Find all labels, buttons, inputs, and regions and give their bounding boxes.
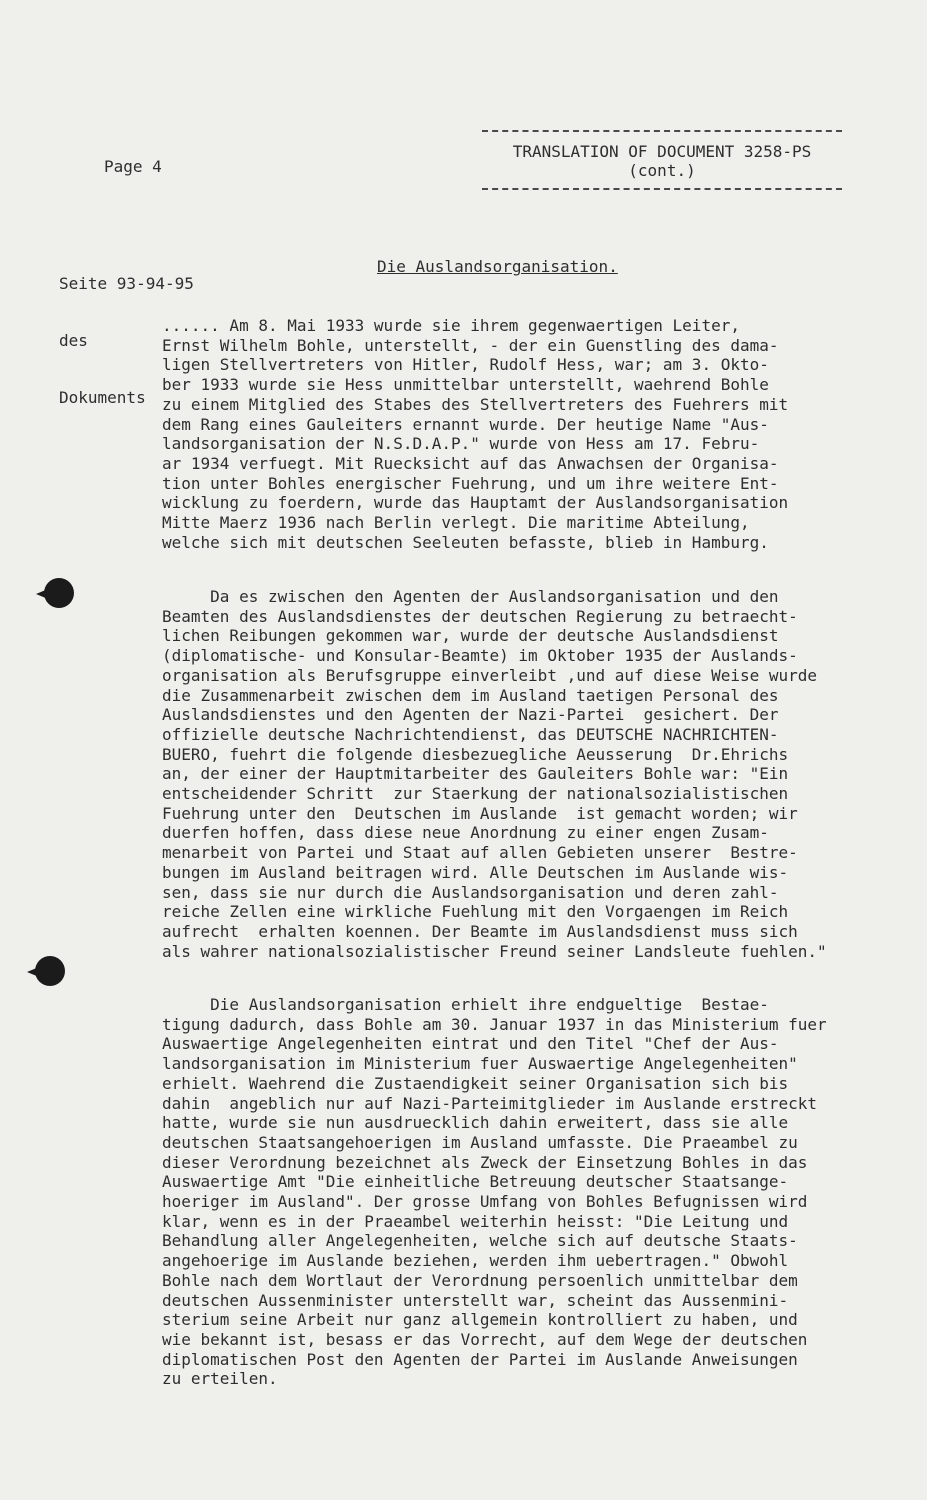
paragraph-line: als wahrer nationalsozialistischer Freund seiner Landsleute fuehlen." xyxy=(162,941,827,961)
paragraph-line: reiche Zellen eine wirkliche Fuehlung mit den Vorgaengen im Reich xyxy=(162,902,789,922)
paragraph-line: ar 1934 verfuegt. Mit Ruecksicht auf das Anwachsen der Organisa- xyxy=(162,453,779,473)
header-rule-bottom xyxy=(482,188,842,190)
paragraph-line: sterium seine Arbeit nur ganz allgemein kontrolliert zu haben, und xyxy=(162,1310,798,1330)
paragraph-line: zu erteilen. xyxy=(162,1369,278,1389)
paragraph-line: landsorganisation im Ministerium fuer Auswaertige Angelegenheiten" xyxy=(162,1054,798,1074)
paragraph-line: Da es zwischen den Agenten der Auslandsorganisation und den xyxy=(162,587,779,606)
paragraph-line: aufrecht erhalten koennen. Der Beamte im Auslandsdienst muss sich xyxy=(162,921,798,941)
paragraph-line: wicklung zu foerdern, wurde das Hauptamt der Auslandsorganisation xyxy=(162,493,789,513)
paragraph-line: dieser Verordnung bezeichnet als Zweck der Einsetzung Bohles in das xyxy=(162,1152,808,1172)
paragraph-line: Bohle nach dem Wortlaut der Verordnung persoenlich unmittelbar dem xyxy=(162,1270,798,1290)
paragraph-line: welche sich mit deutschen Seeleuten befasste, blieb in Hamburg. xyxy=(162,532,769,552)
paragraph-line: BUERO, fuehrt die folgende diesbezuegliche Aeusserung Dr.Ehrichs xyxy=(162,744,789,764)
paragraph-line: diplomatischen Post den Agenten der Partei im Auslande Anweisungen xyxy=(162,1349,798,1369)
document-title: TRANSLATION OF DOCUMENT 3258-PS xyxy=(512,142,812,161)
document-subtitle: (cont.) xyxy=(628,161,696,180)
paragraph-line: ligen Stellvertreters von Hitler, Rudolf Hess, war; am 3. Okto- xyxy=(162,355,769,375)
paragraph-line: Auslandsdienstes und den Agenten der Nazi-Partei gesichert. Der xyxy=(162,705,779,725)
paragraph-line: tion unter Bohles energischer Fuehrung, und um ihre weitere Ent- xyxy=(162,473,779,493)
paragraph-line: deutschen Aussenminister unterstellt war, scheint das Aussenmini- xyxy=(162,1290,789,1310)
paragraph-line: tigung dadurch, dass Bohle am 30. Januar 1937 in das Ministerium fuer xyxy=(162,1014,827,1034)
paragraph-line: Auswaertige Amt "Die einheitliche Betreuung deutscher Staatsange- xyxy=(162,1172,789,1192)
paragraph-line: an, der einer der Hauptmitarbeiter des Gauleiters Bohle war: "Ein xyxy=(162,764,789,784)
paragraph-line: bungen im Ausland beitragen wird. Alle Deutschen im Auslande wis- xyxy=(162,862,789,882)
paragraph-line: Beamten des Auslandsdienstes der deutschen Regierung zu betraecht- xyxy=(162,606,798,626)
paragraph-line: dahin angeblich nur auf Nazi-Parteimitglieder im Auslande erstreckt xyxy=(162,1093,818,1113)
paragraph-line: Auswaertige Angelegenheiten eintrat und den Titel "Chef der Aus- xyxy=(162,1034,779,1054)
section-title: Die Auslandsorganisation. xyxy=(377,257,618,276)
paragraph-line: hatte, wurde sie nun ausdruecklich dahin erweitert, dass sie alle xyxy=(162,1113,789,1133)
source-reference-line: Dokuments xyxy=(59,388,146,407)
paragraph-line: deutschen Staatsangehoerigen im Ausland umfasste. Die Praeambel zu xyxy=(162,1132,798,1152)
paragraph-line: offizielle deutsche Nachrichtendienst, das DEUTSCHE NACHRICHTEN- xyxy=(162,724,779,744)
header-rule-top xyxy=(482,130,842,132)
punch-hole-top xyxy=(44,578,74,608)
paragraph-line: hoeriger im Ausland". Der grosse Umfang von Bohles Befugnissen wird xyxy=(162,1192,808,1211)
source-reference-line: des xyxy=(59,331,88,350)
page-number: Page 4 xyxy=(104,157,162,176)
source-reference-line: Seite 93-94-95 xyxy=(59,274,194,293)
paragraph-line: Ernst Wilhelm Bohle, unterstellt, - der ein Guenstling des dama- xyxy=(162,335,779,355)
paragraph-line: sen, dass sie nur durch die Auslandsorganisation und deren zahl- xyxy=(162,882,779,902)
paragraph-line: (diplomatische- und Konsular-Beamte) im Oktober 1935 der Auslands- xyxy=(162,646,798,666)
paragraph-line: landsorganisation der N.S.D.A.P." wurde von Hess am 17. Febru- xyxy=(162,434,760,454)
paragraph-line: erhielt. Waehrend die Zustaendigkeit seiner Organisation sich bis xyxy=(162,1073,789,1093)
paragraph-line: entscheidender Schritt zur Staerkung der nationalsozialistischen xyxy=(162,784,789,803)
paragraph-line: klar, wenn es in der Praeambel weiterhin heisst: "Die Leitung und xyxy=(162,1211,789,1231)
paragraph-line: wie bekannt ist, besass er das Vorrecht, auf dem Wege der deutschen xyxy=(162,1329,808,1349)
paragraph-line: angehoerige im Auslande beziehen, werden ihm uebertragen." Obwohl xyxy=(162,1251,789,1271)
paragraph-line: duerfen hoffen, dass diese neue Anordnung zu einer engen Zusam- xyxy=(162,823,769,843)
paragraph-line: Die Auslandsorganisation erhielt ihre endgueltige Bestae- xyxy=(162,995,769,1014)
paragraph-line: dem Rang eines Gauleiters ernannt wurde. Der heutige Name "Aus- xyxy=(162,414,769,434)
paragraph-line: Mitte Maerz 1936 nach Berlin verlegt. Die maritime Abteilung, xyxy=(162,513,750,532)
paragraph-line: ber 1933 wurde sie Hess unmittelbar unterstellt, waehrend Bohle xyxy=(162,375,769,395)
paragraph-line: Fuehrung unter den Deutschen im Auslande ist gemacht worden; wir xyxy=(162,803,798,823)
paragraph-line: zu einem Mitglied des Stabes des Stellvertreters des Fuehrers mit xyxy=(162,394,789,414)
punch-hole-bottom xyxy=(35,956,65,986)
paragraph-line: organisation als Berufsgruppe einverleibt ,und auf diese Weise wurde xyxy=(162,665,818,685)
paragraph-line: die Zusammenarbeit zwischen dem im Ausland taetigen Personal des xyxy=(162,685,779,705)
paragraph-line: lichen Reibungen gekommen war, wurde der deutsche Auslandsdienst xyxy=(162,626,779,646)
paragraph-line: Behandlung aller Angelegenheiten, welche sich auf deutsche Staats- xyxy=(162,1231,798,1251)
paragraph-line: ...... Am 8. Mai 1933 wurde sie ihrem gegenwaertigen Leiter, xyxy=(162,316,740,335)
paragraph-line: menarbeit von Partei und Staat auf allen Gebieten unserer Bestre- xyxy=(162,843,798,863)
